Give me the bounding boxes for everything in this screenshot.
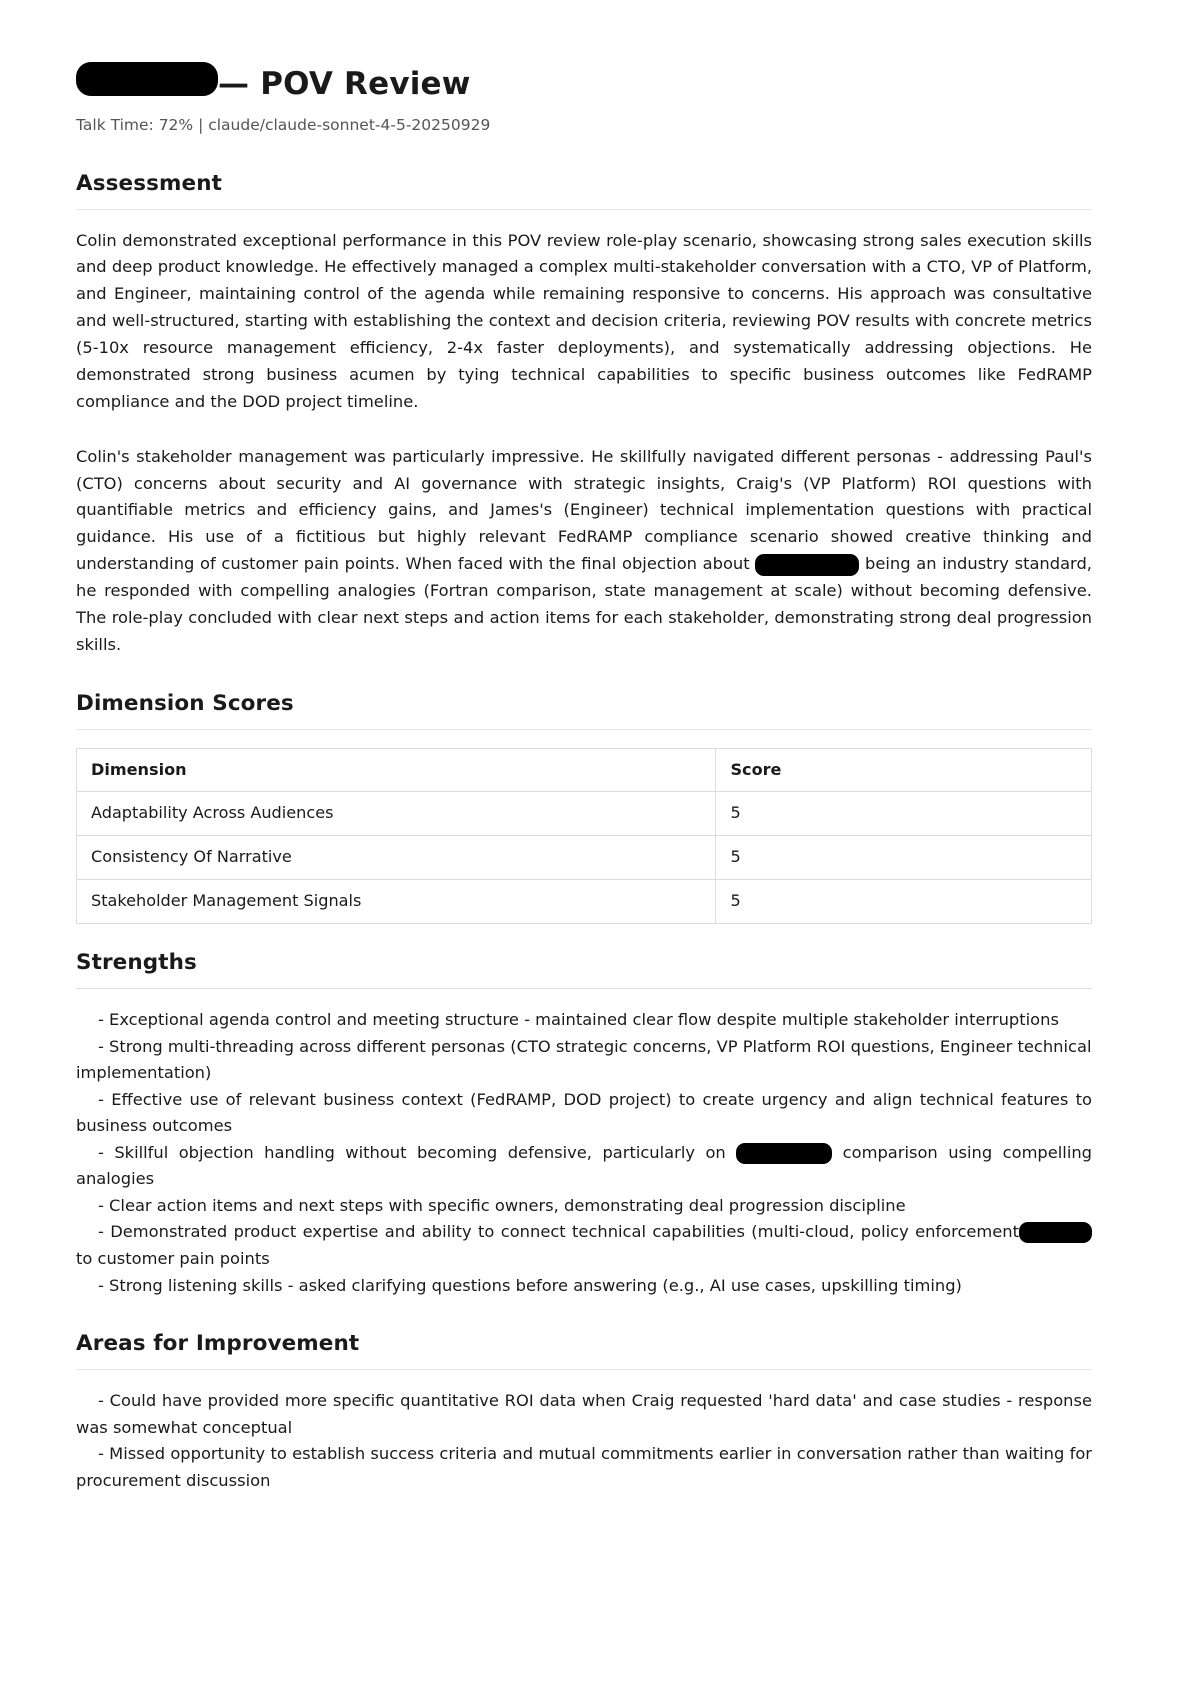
- strengths-section: [76, 950, 1092, 1299]
- list-item-text-part-2: comparison using compelling analogies: [76, 1142, 1092, 1189]
- assessment-paragraph-2-part-2: being an industry standard, he responded with compelling analogies (Fortran comparison, state management at scale) without becoming defensive. The role-play concluded with clear next steps and action items for each stakeholder, demonstrating strong deal progression skills.: [76, 554, 1092, 654]
- cell-score: 5: [716, 836, 1092, 880]
- list-item: - Effective use of relevant business context (FedRAMP, DOD project) to create urgency and align technical features to business outcomes: [76, 1089, 1092, 1136]
- column-header-score: Score: [716, 748, 1092, 792]
- cell-score: 5: [716, 880, 1092, 924]
- heading-divider: [76, 209, 1092, 210]
- list-item-text-part-2: to customer pain points: [76, 1249, 270, 1269]
- strengths-list: [76, 1007, 1092, 1299]
- dimension-scores-heading: Dimension Scores: [76, 690, 294, 716]
- list-item: - Exceptional agenda control and meeting structure - maintained clear flow despite multiple stakeholder interruptions: [98, 1009, 1059, 1029]
- cell-dimension: Consistency Of Narrative: [77, 836, 716, 880]
- assessment-heading: Assessment: [76, 170, 222, 196]
- areas-for-improvement-heading: Areas for Improvement: [76, 1331, 360, 1357]
- heading-divider: [76, 1369, 1092, 1370]
- dimension-scores-section: [76, 691, 1092, 924]
- list-item: - Could have provided more specific quantitative ROI data when Craig requested 'hard data' and case studies - response was somewhat conceptual: [76, 1390, 1092, 1437]
- list-item: [76, 1219, 1092, 1272]
- assessment-section: [76, 171, 1092, 659]
- table-header-row: [77, 748, 1092, 792]
- list-item: - Missed opportunity to establish success criteria and mutual commitments earlier in conversation rather than waiting for procurement discussion: [76, 1444, 1092, 1490]
- areas-for-improvement-list: [76, 1388, 1092, 1494]
- areas-for-improvement-section: [76, 1331, 1092, 1494]
- redaction-bar-strength-6: [1019, 1222, 1092, 1243]
- list-item: - Strong listening skills - asked clarifying questions before answering (e.g., AI use cases, upskilling timing): [98, 1275, 962, 1295]
- page-title: [76, 62, 1092, 103]
- redaction-bar-assessment: [755, 554, 859, 576]
- cell-score: 5: [716, 792, 1092, 836]
- heading-divider: [76, 729, 1092, 730]
- redaction-bar-title: [76, 62, 218, 96]
- heading-divider: [76, 988, 1092, 989]
- page-title-suffix: — POV Review: [218, 66, 471, 102]
- assessment-paragraph-2-part-1: Colin's stakeholder management was particularly impressive. He skillfully navigated different personas - addressing Paul's (CTO) concerns about security and AI governance with strategic insights, Craig's (VP Platform) ROI questions with quantifiable metrics and efficiency gains, and James's (Engineer) technical implementation questions with practical guidance. His use of a fictitious but highly relevant FedRAMP compliance scenario showed creative thinking and understanding of customer pain points. When faced with the final objection about: [76, 446, 1092, 574]
- list-item: - Clear action items and next steps with specific owners, demonstrating deal progression discipline: [98, 1195, 906, 1215]
- cell-dimension: Adaptability Across Audiences: [77, 792, 716, 836]
- table-row: [77, 792, 1092, 836]
- list-item-text-part-1: - Skillful objection handling without becoming defensive, particularly on: [98, 1142, 737, 1162]
- list-item: [76, 1140, 1092, 1193]
- redaction-bar-strength-4: [736, 1143, 832, 1164]
- assessment-paragraph-2: [76, 444, 1092, 659]
- assessment-paragraph-1: Colin demonstrated exceptional performance in this POV review role-play scenario, showcasing strong sales execution skills and deep product knowledge. He effectively managed a complex multi-stakeholder conversation with a CTO, VP of Platform, and Engineer, maintaining control of the agenda while remaining responsive to concerns. His approach was consultative and well-structured, starting with establishing the context and decision criteria, reviewing POV results with concrete metrics (5-10x resource management efficiency, 2-4x faster deployments), and systematically addressing objections. He demonstrated strong business acumen by tying technical capabilities to specific business outcomes like FedRAMP compliance and the DOD project timeline.: [76, 230, 1092, 411]
- strengths-heading: Strengths: [76, 950, 197, 976]
- column-header-dimension: Dimension: [77, 748, 716, 792]
- table-row: [77, 880, 1092, 924]
- table-row: [77, 836, 1092, 880]
- list-item-text-part-1: - Demonstrated product expertise and ability to connect technical capabilities (multi-cloud, policy enforcement: [98, 1222, 1019, 1242]
- cell-dimension: Stakeholder Management Signals: [77, 880, 716, 924]
- list-item: - Strong multi-threading across different personas (CTO strategic concerns, VP Platform ROI questions, Engineer technical implementation): [76, 1036, 1092, 1083]
- dimension-scores-table: [76, 748, 1092, 925]
- page-subtitle: Talk Time: 72% | claude/claude-sonnet-4-5-20250929: [76, 115, 491, 134]
